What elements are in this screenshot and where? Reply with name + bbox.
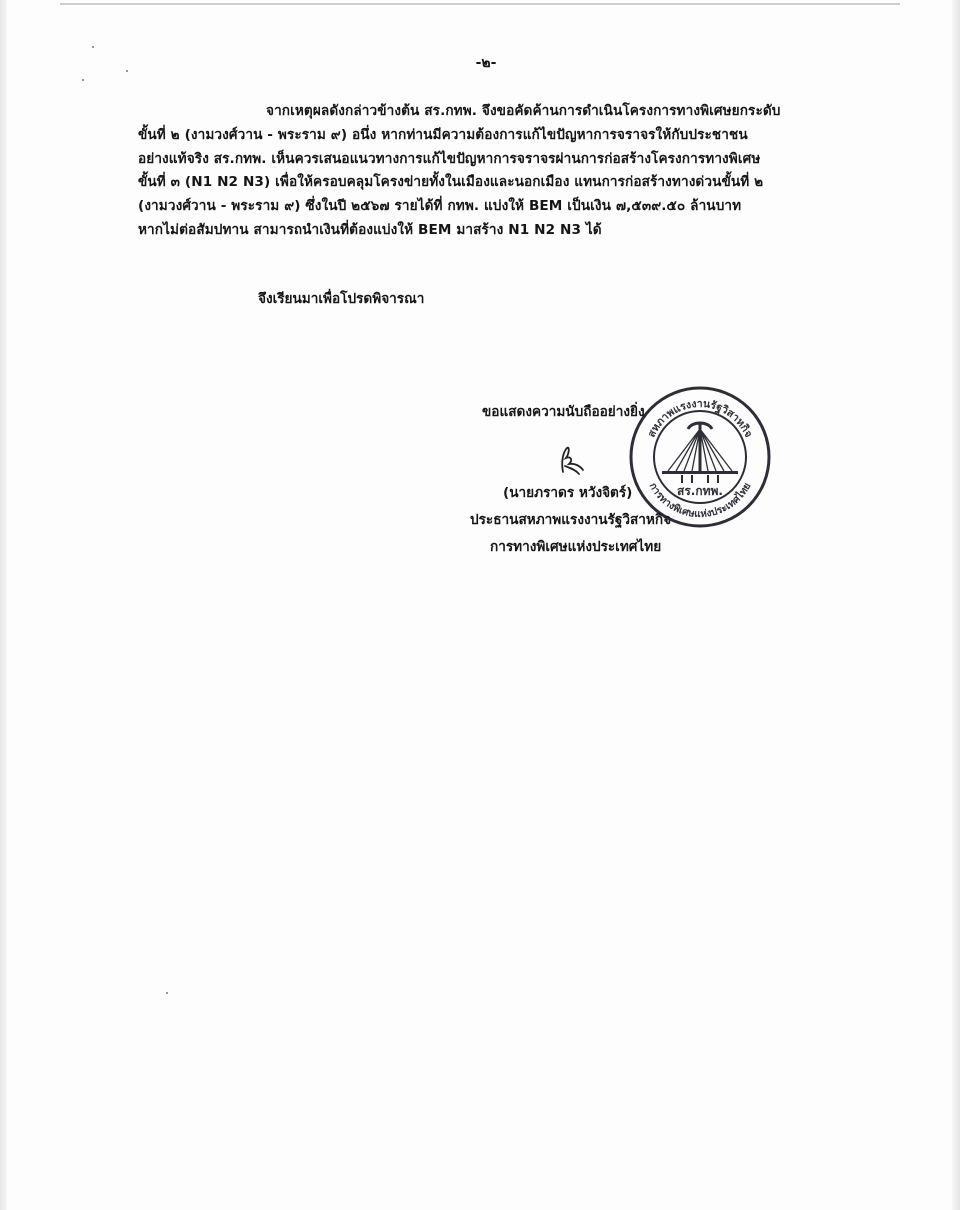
body-line: ขั้นที่ ๒ (งามวงศ์วาน - พระราม ๙) อนึ่ง หากท่านมีความต้องการแก้ไขปัญหาการจราจรให้กับประชาชน bbox=[138, 126, 748, 143]
body-line: หากไม่ต่อสัมปทาน สามารถนำเงินที่ต้องแบ่งให้ BEM มาสร้าง N1 N2 N3 ได้ bbox=[138, 221, 602, 238]
union-seal-stamp bbox=[628, 385, 772, 529]
regards-line: ขอแสดงความนับถืออย่างยิ่ง bbox=[482, 404, 645, 420]
scan-top-rule bbox=[60, 3, 900, 5]
svg-text:การทางพิเศษแห่งประเทศไทย: การทางพิเศษแห่งประเทศไทย bbox=[646, 481, 754, 521]
handwritten-signature bbox=[553, 444, 589, 478]
scan-speck bbox=[82, 79, 84, 81]
body-line: (งามวงศ์วาน - พระราม ๙) ซึ่งในปี ๒๕๖๗ รายได้ที่ กทพ. แบ่งให้ BEM เป็นเงิน ๗,๕๓๙.๕๐ ล้านบาท bbox=[138, 198, 742, 215]
body-line: ขั้นที่ ๓ (N1 N2 N3) เพื่อให้ครอบคลุมโครงข่ายทั้งในเมืองและนอกเมือง แทนการก่อสร้างทางด่วนขั้นที่ ๒ bbox=[138, 174, 764, 191]
page-number: -๒- bbox=[475, 55, 497, 71]
signatory-name: (นายภราดร หวังจิตร์) bbox=[503, 485, 633, 501]
body-paragraph bbox=[138, 100, 828, 243]
svg-text:สร.กทพ.: สร.กทพ. bbox=[677, 484, 723, 498]
scan-speck bbox=[126, 70, 128, 72]
scan-speck bbox=[92, 46, 94, 48]
scan-right-edge bbox=[952, 0, 960, 1210]
body-line: อย่างแท้จริง สร.กทพ. เห็นควรเสนอแนวทางการแก้ไขปัญหาการจราจรผ่านการก่อสร้างโครงการทางพิเศษ bbox=[138, 150, 761, 167]
svg-text:สหภาพแรงงานรัฐวิสาหกิจ: สหภาพแรงงานรัฐวิสาหกิจ bbox=[645, 397, 755, 440]
closing-line: จึงเรียนมาเพื่อโปรดพิจารณา bbox=[258, 291, 425, 307]
body-line: จากเหตุผลดังกล่าวข้างต้น สร.กทพ. จึงขอคัดค้านการดำเนินโครงการทางพิเศษยกระดับ bbox=[266, 103, 781, 119]
scan-speck bbox=[166, 992, 168, 994]
signatory-title: ประธานสหภาพแรงงานรัฐวิสาหกิจ bbox=[470, 512, 672, 528]
scan-left-edge bbox=[0, 0, 7, 1210]
signatory-organization: การทางพิเศษแห่งประเทศไทย bbox=[490, 539, 662, 555]
